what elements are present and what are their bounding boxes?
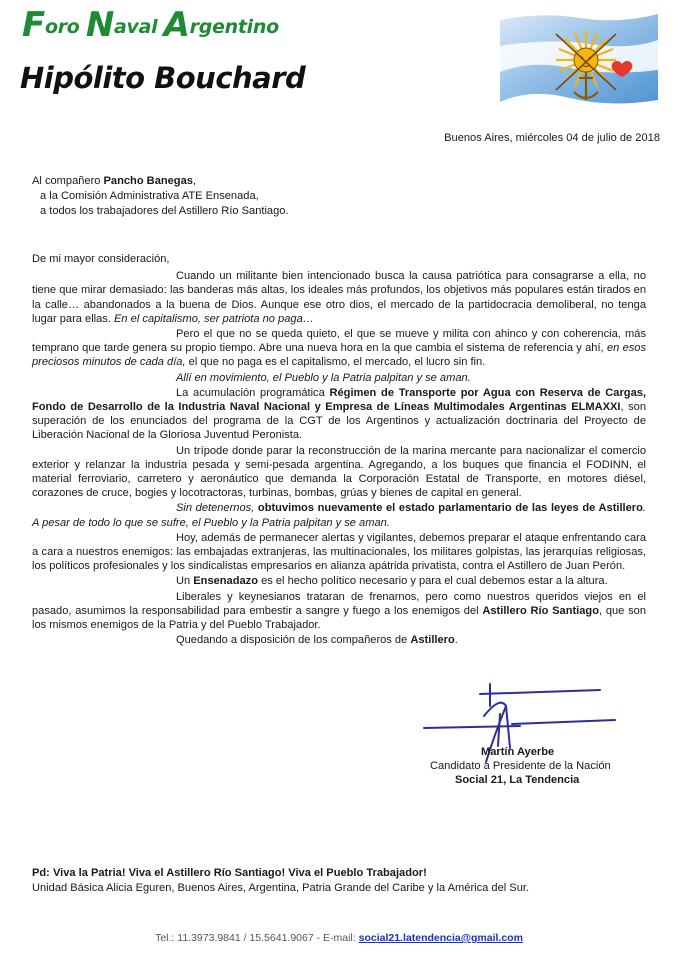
paragraph-6	[32, 501, 646, 529]
letterhead-word-oro: oro	[44, 16, 86, 38]
paragraph-5: Un trípode donde parar la reconstrucción de la marina mercante para nacionalizar el comercio exterior y relanzar la industria pesada y semi-pesada argentina. Agregando, a los buques que financia el FODINN, el material ferroviario, carretero y aeronáutico que demanda la Corporación Estatal de Transporte, en motores diésel, corazones de cruce, bogies y locotractoras, turbinas, bombas, grúas y bienes de capital en general.	[32, 444, 646, 500]
recipient-suffix: ,	[192, 175, 197, 187]
letterhead-cap-n: N	[85, 5, 114, 45]
paragraph-8-text-end: es el hecho político necesario y para el cual debemos estar a la altura.	[258, 575, 608, 588]
footer-phones: Tel.: 11.3973.9841 / 15.5641.9067 - E-mail:	[155, 932, 359, 944]
paragraph-1	[32, 269, 646, 326]
paragraph-4-text: La acumulación programática	[176, 386, 330, 399]
recipient-name: Pancho Banegas	[103, 175, 193, 187]
paragraph-9-text: Liberales y keynesianos trataran de frenarnos, pero como nuestros queridos viejos en el pasado, asumimos la responsabilidad para embestir a sangre y fuego a los enemigos del	[32, 590, 646, 617]
recipient-line: a la Comisión Administrativa ATE Ensenada,	[40, 190, 259, 202]
letterhead-word-aval: aval	[114, 16, 164, 38]
paragraph-6-italic-end: . A pesar de todo lo que se sufre, el Pueblo y la Patria palpitan y se aman.	[32, 502, 646, 529]
footer-contact	[0, 931, 678, 945]
postscript-line-1: Pd: Viva la Patria! Viva el Astillero Río Santiago! Viva el Pueblo Trabajador!	[32, 867, 427, 879]
paragraph-9-text-end: , que son los mismos enemigos de la Patria y del Pueblo Trabajador.	[32, 604, 646, 632]
recipient-prefix: Al compañero	[32, 175, 104, 187]
letterhead-cap-a: A	[163, 5, 190, 45]
paragraph-10	[32, 633, 646, 647]
paragraph-1-text: Cuando un militante bien intencionado busca la causa patriótica para consagrarse a ella, no tiene que mirar demasiado: las banderas más altas, los ideales más profundos, los objetivos más populares están tirados en la calle… abandonados a la buena de Dios. Aunque ese otro dios, el mercado de la partidocracia demoliberal, no tenga lugar para ellas.	[32, 270, 646, 325]
letter-date: Buenos Aires, miércoles 04 de julio de 2018	[444, 132, 660, 144]
paragraph-2-italic: en esos preciosos minutos de cada día,	[32, 342, 647, 369]
signer-role: Candidato a Presidente de la Nación	[430, 760, 611, 772]
paragraph-3: Allí en movimiento, el Pueblo y la Patria palpitan y se aman.	[176, 371, 471, 384]
letterhead-title-line1	[22, 5, 279, 45]
paragraph-2-text: Pero el que no se queda quieto, el que se mueve y milita con ahinco y con coherencia, más temprano que tarde genera su propio tiempo. Abre una nueva hora en la que cambia el sistema de referencia y ahí,	[32, 328, 646, 355]
signer-name: Martín Ayerbe	[481, 746, 555, 758]
paragraph-6-italic: Sin detenernos,	[176, 502, 255, 515]
paragraph-4-text-end: , son superación de los enunciados del programa de la CGT de los Argentinos y actualización doctrinaria del Proyecto de Liberación Nacional de la Gloriosa Juventud Peronista.	[32, 401, 646, 442]
footer-email-link[interactable]: social21.latendencia@gmail.com	[358, 932, 523, 944]
recipients-block	[32, 174, 289, 219]
recipient-line: a todos los trabajadores del Astillero Río Santiago.	[40, 205, 289, 217]
paragraph-4	[32, 386, 646, 443]
paragraph-4-bold: Régimen de Transporte por Agua con Reserva de Cargas, Fondo de Desarrollo de la Industria Naval Nacional y Empresa de Líneas Multimodales Argentinas ELMAXXI	[32, 386, 646, 414]
paragraph-10-bold: Astillero	[410, 634, 455, 647]
paragraph-6-bold: obtuvimos nuevamente el estado parlamentario de las leyes de Astillero	[254, 502, 643, 515]
flag-sun-logo	[500, 12, 658, 104]
paragraph-8-text: Un	[176, 575, 194, 588]
paragraph-1-italic: En el capitalismo, ser patriota no paga…	[114, 312, 314, 325]
letter-body	[32, 252, 646, 647]
paragraph-8	[32, 574, 646, 588]
signer-organization: Social 21, La Tendencia	[455, 774, 580, 786]
postscript-line-2: Unidad Básica Alicia Eguren, Buenos Aires, Argentina, Patria Grande del Caribe y la América del Sur.	[32, 882, 530, 894]
letterhead-cap-f: F	[22, 5, 45, 45]
paragraph-7: Hoy, además de permanecer alertas y vigilantes, debemos preparar el ataque enfrentando cara a cara a nuestros enemigos: las embajadas extranjeras, las multinacionales, los militares golpistas, las jerarquías religiosas, los políticos profesionales y los sindicalistas empresarios en alianza apátrida privatista, contra el Astillero de Juan Perón.	[32, 531, 646, 573]
paragraph-2-text-end: el que no paga es el capitalismo, el mercado, el lucro sin fin.	[185, 356, 486, 369]
greeting: De mi mayor consideración,	[32, 253, 170, 265]
paragraph-8-bold: Ensenadazo	[193, 575, 258, 588]
paragraph-9	[32, 590, 646, 633]
paragraph-2	[32, 327, 646, 370]
recipient-line	[32, 174, 289, 189]
paragraph-10-text-end: .	[454, 634, 458, 647]
letterhead-title-line2: Hipólito Bouchard	[20, 61, 306, 95]
letterhead-word-rgentino: rgentino	[189, 16, 279, 38]
paragraph-10-text: Quedando a disposición de los compañeros de	[176, 634, 411, 647]
paragraph-9-bold: Astillero Río Santiago	[482, 604, 599, 617]
